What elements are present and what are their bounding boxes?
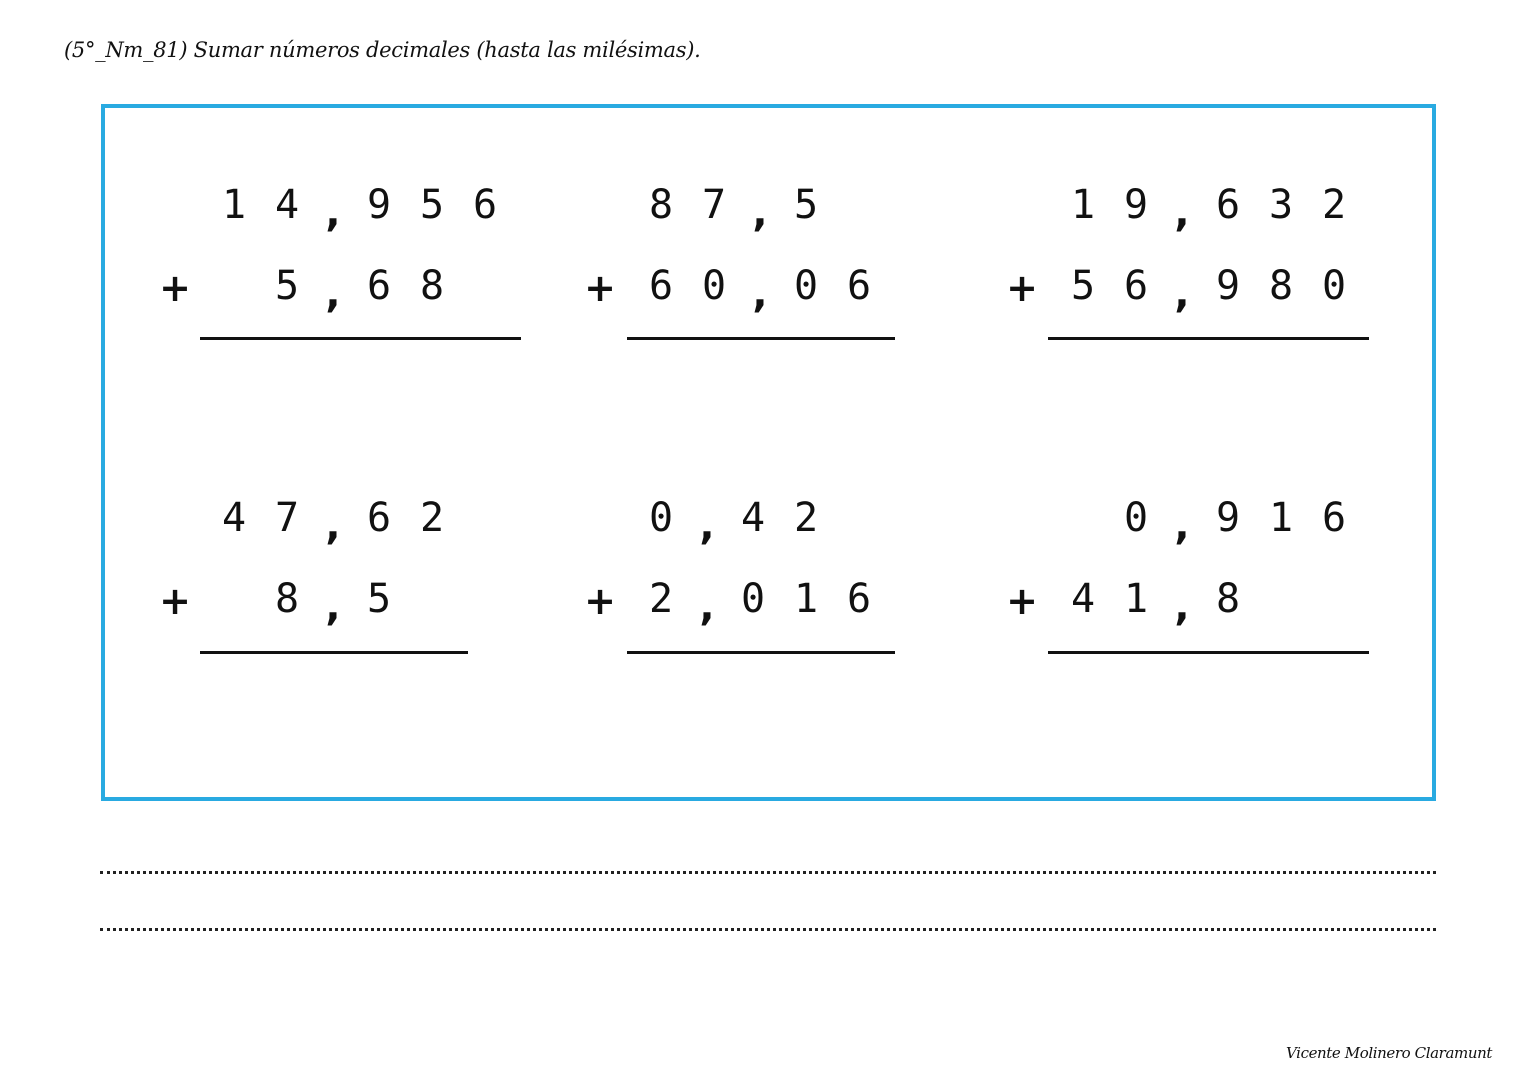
problem-5-addend-bottom-digit: 0 (740, 576, 766, 622)
problem-5-plus-sign: + (584, 579, 616, 623)
problem-3-addend-bottom-digit: 8 (1268, 263, 1294, 309)
problem-2-addend-top-digit: 8 (648, 182, 674, 228)
problem-3-addend-top-digit: 9 (1123, 182, 1149, 228)
problem-5-addend-bottom-digit: 1 (793, 576, 819, 622)
problem-6-addend-bottom-digit: 1 (1123, 576, 1149, 622)
problem-6-addend-top-digit: 6 (1321, 495, 1347, 541)
problem-4-addend-top-digit: 6 (366, 495, 392, 541)
problem-5-addend-bottom-decimal-comma: , (699, 584, 715, 630)
problem-1-addend-bottom-decimal-comma: , (325, 271, 341, 317)
problem-4-addend-top-digit: 7 (274, 495, 300, 541)
problem-1-addend-bottom-digit: 6 (366, 263, 392, 309)
problem-2-result-line[interactable] (627, 337, 895, 340)
problem-2-addend-bottom-digit: 0 (701, 263, 727, 309)
problem-2-addend-bottom-decimal-comma: , (752, 271, 768, 317)
problem-2-addend-top-digit: 7 (701, 182, 727, 228)
problem-4-addend-top-digit: 2 (419, 495, 445, 541)
problem-6-addend-top-digit: 9 (1215, 495, 1241, 541)
problem-1-addend-top-digit: 4 (274, 182, 300, 228)
problem-1-result-line[interactable] (200, 337, 521, 340)
problem-4-addend-bottom-digit: 8 (274, 576, 300, 622)
problem-1-addend-bottom-digit: 8 (419, 263, 445, 309)
problem-2-plus-sign: + (584, 266, 616, 310)
problem-6-plus-sign: + (1006, 579, 1038, 623)
problem-2-addend-bottom-digit: 0 (793, 263, 819, 309)
problem-6-addend-bottom-digit: 8 (1215, 576, 1241, 622)
problem-6-addend-top-digit: 1 (1268, 495, 1294, 541)
problem-3-addend-bottom-digit: 6 (1123, 263, 1149, 309)
problem-4-addend-bottom-decimal-comma: , (325, 584, 341, 630)
problem-3-addend-top-digit: 6 (1215, 182, 1241, 228)
problem-3-addend-bottom-digit: 5 (1070, 263, 1096, 309)
problem-1-addend-top-digit: 9 (366, 182, 392, 228)
problem-5-addend-top-digit: 4 (740, 495, 766, 541)
answer-line-2[interactable] (100, 928, 1436, 931)
problem-3-addend-bottom-digit: 0 (1321, 263, 1347, 309)
problem-1-addend-top-digit: 1 (221, 182, 247, 228)
answer-line-1[interactable] (100, 871, 1436, 874)
author-signature: Vicente Molinero Claramunt (1286, 1044, 1492, 1062)
problem-3-addend-top-digit: 1 (1070, 182, 1096, 228)
problem-4-result-line[interactable] (200, 651, 468, 654)
problem-6-addend-bottom-digit: 4 (1070, 576, 1096, 622)
problem-5-result-line[interactable] (627, 651, 895, 654)
problem-2-addend-top-digit: 5 (793, 182, 819, 228)
problem-3-result-line[interactable] (1048, 337, 1369, 340)
problem-3-addend-top-decimal-comma: , (1174, 190, 1190, 236)
problem-6-addend-top-digit: 0 (1123, 495, 1149, 541)
problem-5-addend-top-digit: 2 (793, 495, 819, 541)
problem-5-addend-bottom-digit: 2 (648, 576, 674, 622)
problem-2-addend-top-decimal-comma: , (752, 190, 768, 236)
problem-3-addend-bottom-decimal-comma: , (1174, 271, 1190, 317)
problem-5-addend-bottom-digit: 6 (846, 576, 872, 622)
problem-3-addend-top-digit: 3 (1268, 182, 1294, 228)
problem-1-plus-sign: + (159, 266, 191, 310)
problem-3-addend-top-digit: 2 (1321, 182, 1347, 228)
worksheet-title: (5°_Nm_81) Sumar números decimales (hasta las milésimas). (64, 38, 701, 62)
problem-1-addend-top-digit: 5 (419, 182, 445, 228)
problem-4-addend-bottom-digit: 5 (366, 576, 392, 622)
problem-2-addend-bottom-digit: 6 (648, 263, 674, 309)
problem-1-addend-top-digit: 6 (472, 182, 498, 228)
problem-1-addend-bottom-digit: 5 (274, 263, 300, 309)
problem-4-addend-top-decimal-comma: , (325, 503, 341, 549)
problem-4-plus-sign: + (159, 579, 191, 623)
problem-2-addend-bottom-digit: 6 (846, 263, 872, 309)
problem-6-addend-bottom-decimal-comma: , (1174, 584, 1190, 630)
problem-6-addend-top-decimal-comma: , (1174, 503, 1190, 549)
problem-4-addend-top-digit: 4 (221, 495, 247, 541)
problem-3-addend-bottom-digit: 9 (1215, 263, 1241, 309)
problem-6-result-line[interactable] (1048, 651, 1369, 654)
problem-3-plus-sign: + (1006, 266, 1038, 310)
problem-5-addend-top-digit: 0 (648, 495, 674, 541)
problem-5-addend-top-decimal-comma: , (699, 503, 715, 549)
problem-1-addend-top-decimal-comma: , (325, 190, 341, 236)
